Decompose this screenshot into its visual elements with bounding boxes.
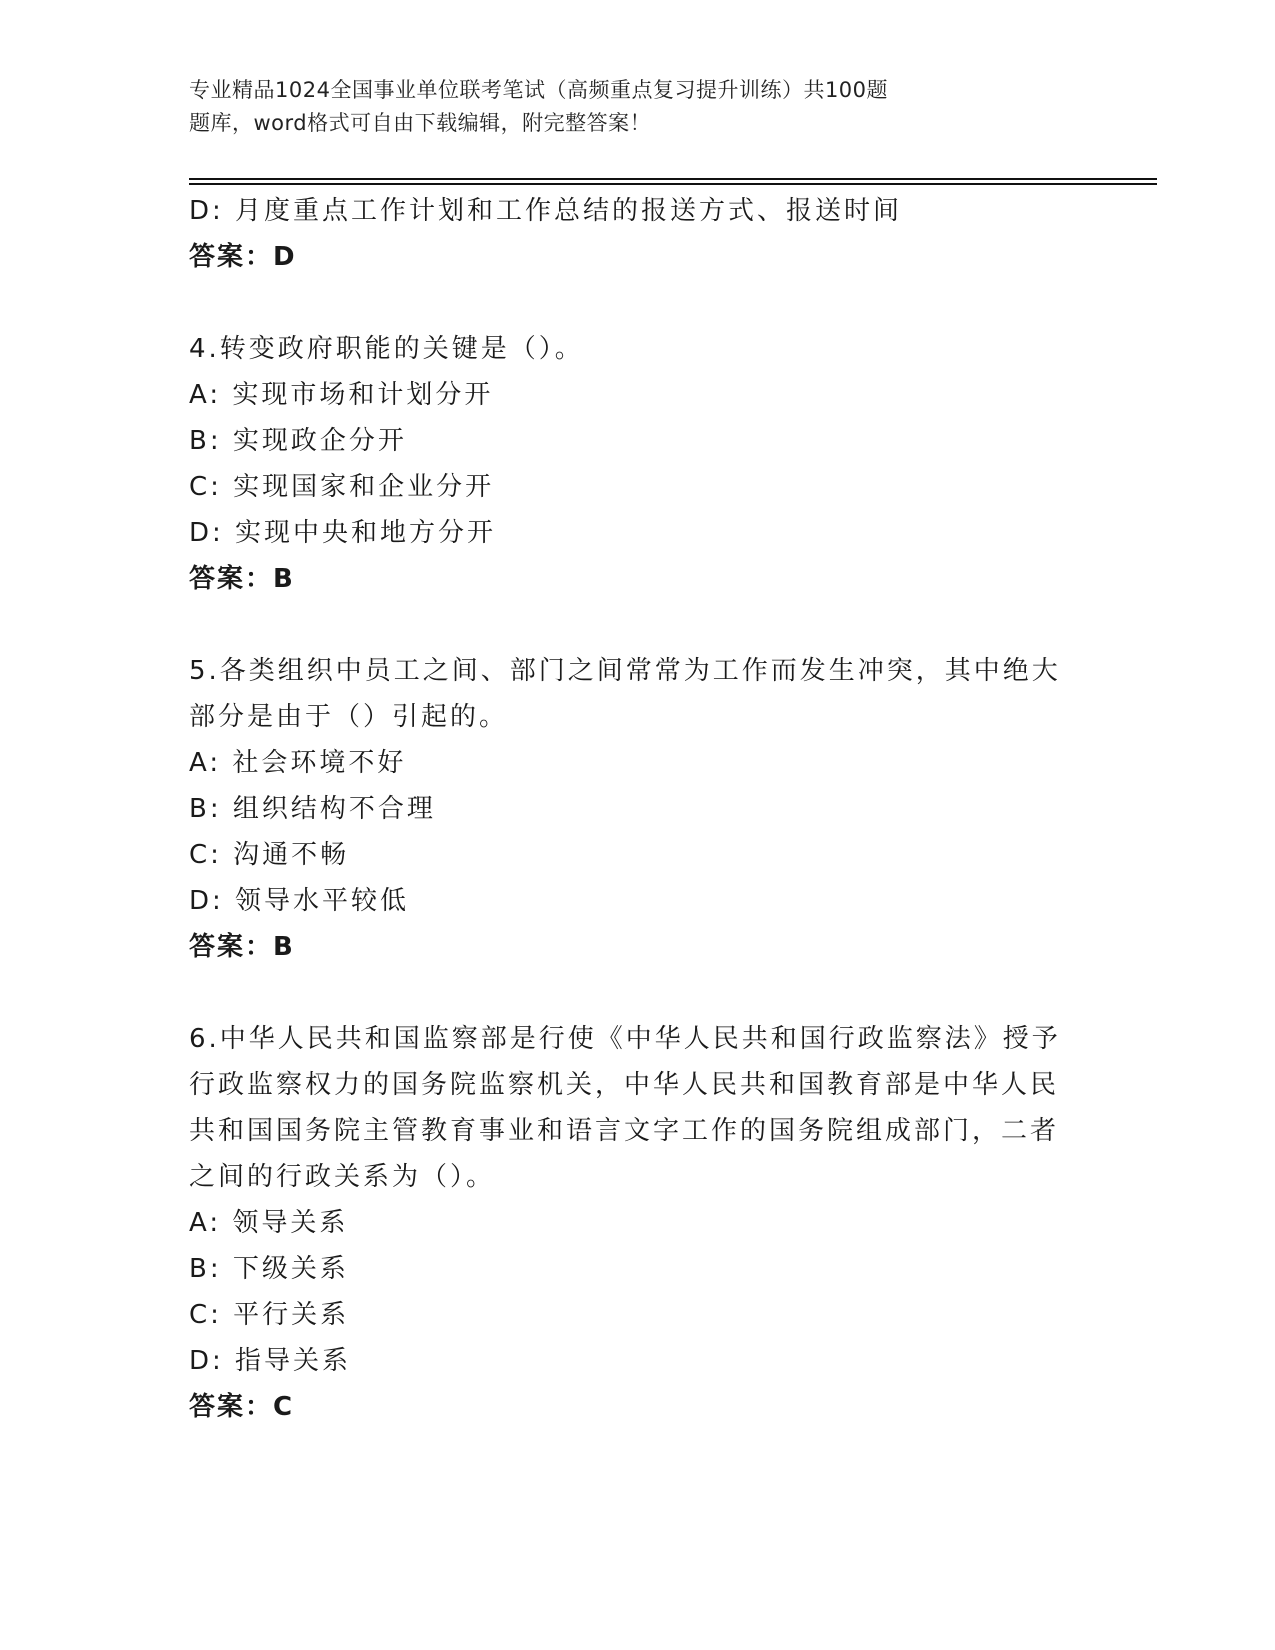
- question-3-tail: [189, 188, 1089, 280]
- option-d: D: 月度重点工作计划和工作总结的报送方式、报送时间: [189, 196, 903, 226]
- option-a: A: 实现市场和计划分开: [189, 380, 494, 410]
- answer-line: 答案：B: [189, 932, 295, 962]
- option-d: D: 实现中央和地方分开: [189, 518, 497, 548]
- header-divider-top: [189, 178, 1157, 180]
- header-divider-bottom: [189, 183, 1157, 185]
- question-4: [189, 326, 1089, 602]
- option-d: D: 指导关系: [189, 1346, 352, 1376]
- option-b: B: 实现政企分开: [189, 426, 407, 456]
- question-list: [189, 188, 1089, 1430]
- question-stem-continued: 共和国国务院主管教育事业和语言文字工作的国务院组成部门，二者: [189, 1116, 1060, 1146]
- option-c: C: 平行关系: [189, 1300, 350, 1330]
- option-c: C: 实现国家和企业分开: [189, 472, 495, 502]
- answer-line: 答案：C: [189, 1392, 295, 1422]
- question-stem: 6.中华人民共和国监察部是行使《中华人民共和国行政监察法》授予: [189, 1024, 1061, 1054]
- answer-line: 答案：B: [189, 564, 295, 594]
- option-b: B: 下级关系: [189, 1254, 349, 1284]
- question-5: [189, 648, 1089, 970]
- question-stem-continued: 之间的行政关系为（）。: [189, 1162, 496, 1192]
- option-a: A: 领导关系: [189, 1208, 349, 1238]
- question-stem-continued: 行政监察权力的国务院监察机关，中华人民共和国教育部是中华人民: [189, 1070, 1060, 1100]
- question-stem: 4.转变政府职能的关键是（）。: [189, 334, 584, 364]
- answer-line: 答案：D: [189, 242, 297, 272]
- option-b: B: 组织结构不合理: [189, 794, 436, 824]
- option-d: D: 领导水平较低: [189, 886, 410, 916]
- question-6: [189, 1016, 1089, 1430]
- header-title-line-1: 专业精品1024全国事业单位联考笔试（高频重点复习提升训练）共100题: [189, 78, 889, 102]
- option-c: C: 沟通不畅: [189, 840, 350, 870]
- question-stem-continued: 部分是由于（）引起的。: [189, 702, 509, 732]
- question-stem: 5.各类组织中员工之间、部门之间常常为工作而发生冲突，其中绝大: [189, 656, 1061, 686]
- page-header: [189, 74, 1069, 140]
- option-a: A: 社会环境不好: [189, 748, 407, 778]
- header-title-line-2: 题库，word格式可自由下载编辑，附完整答案！: [189, 111, 652, 135]
